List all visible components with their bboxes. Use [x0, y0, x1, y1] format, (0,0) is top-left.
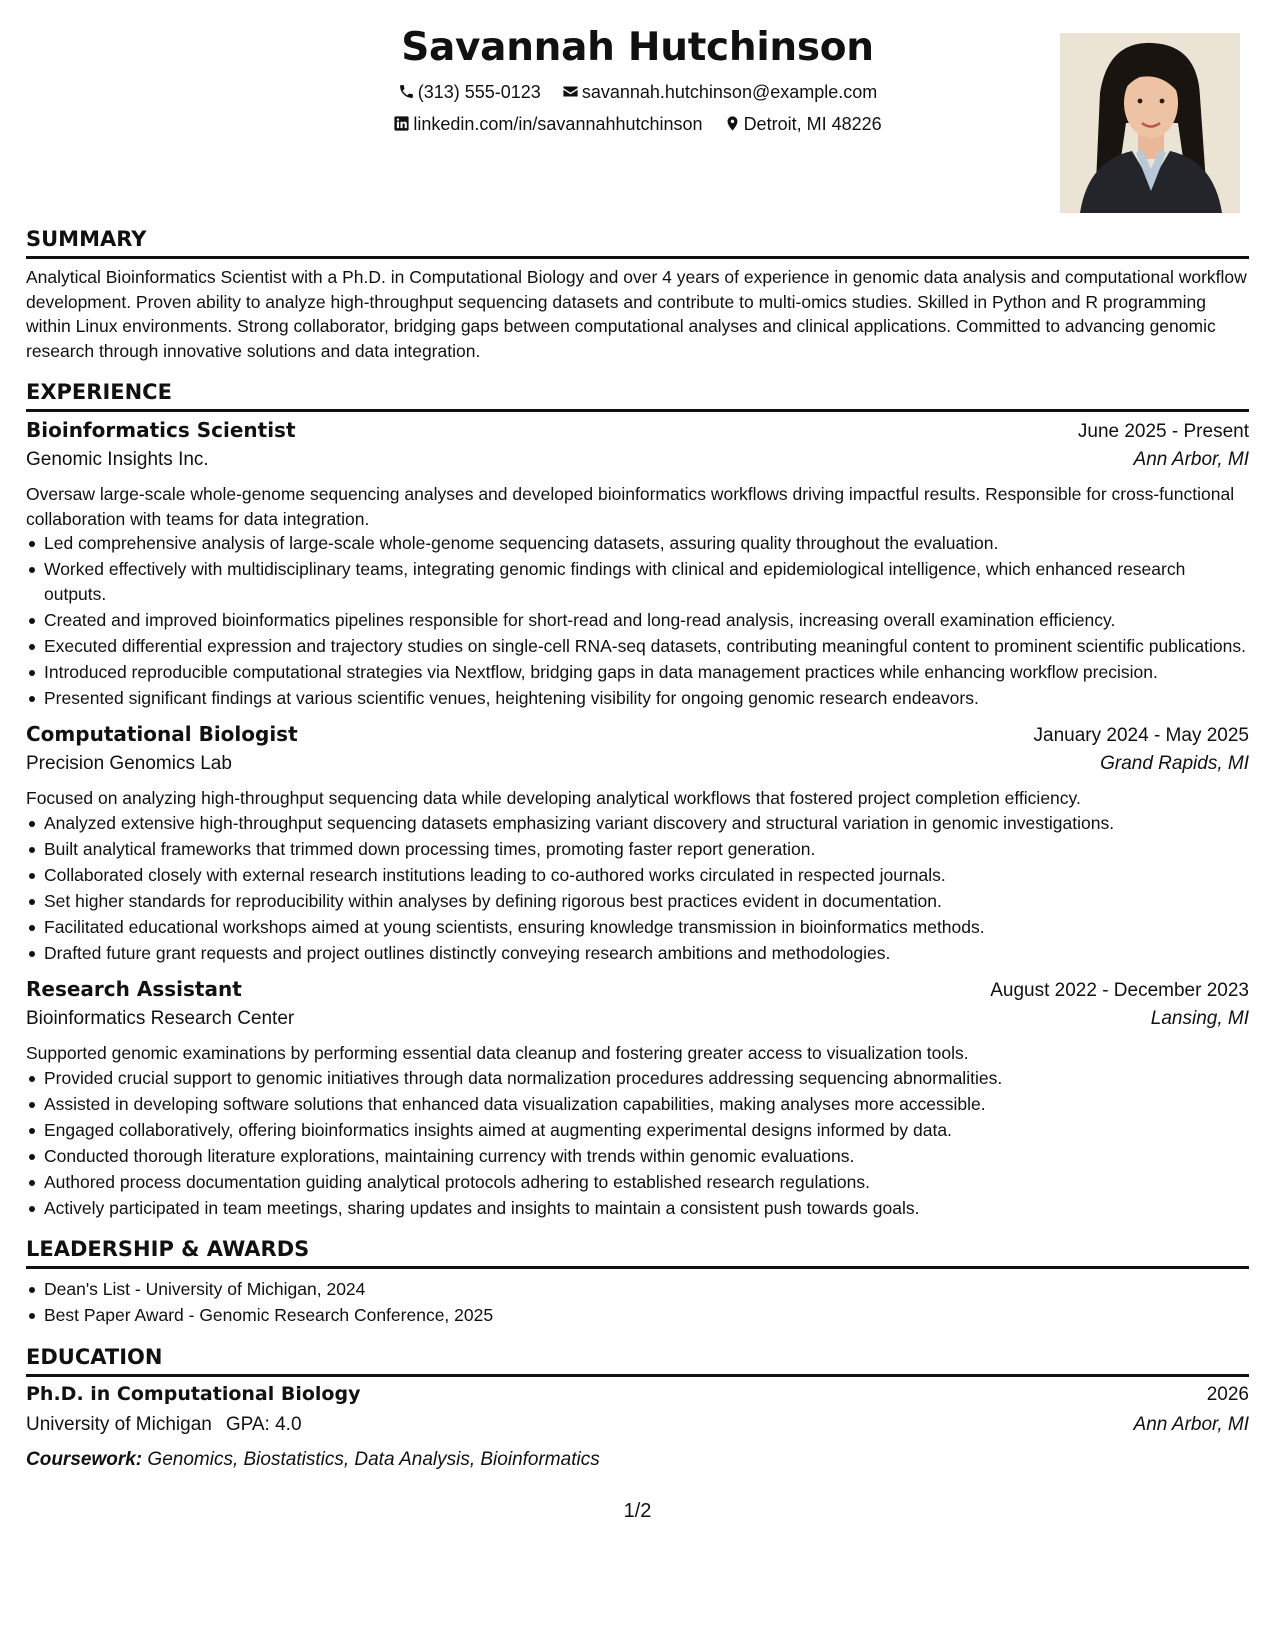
profile-photo — [1060, 33, 1240, 213]
school-name: University of Michigan — [26, 1413, 212, 1435]
list-item: Worked effectively with multidisciplinary teams, integrating genomic findings with clinical and epidemiological intelligence, which enhanced research outputs. — [44, 557, 1249, 606]
job-location: Grand Rapids, MI — [1100, 753, 1249, 774]
job-entry — [26, 418, 1249, 710]
list-item: Engaged collaboratively, offering bioinformatics insights aimed at augmenting experimental designs informed by data. — [44, 1118, 1249, 1143]
job-dates: August 2022 - December 2023 — [990, 980, 1249, 1001]
education-heading: EDUCATION — [26, 1342, 1249, 1377]
phone-text: (313) 555-0123 — [417, 82, 541, 102]
phone-icon — [398, 82, 418, 102]
list-item: Analyzed extensive high-throughput sequencing datasets emphasizing variant discovery and structural variation in genomic investigations. — [44, 811, 1249, 836]
linkedin-text: linkedin.com/in/savannahhutchinson — [413, 114, 703, 134]
candidate-name: Savannah Hutchinson — [401, 25, 874, 70]
list-item: Introduced reproducible computational strategies via Nextflow, bridging gaps in data management practices while enhancing workflow precision. — [44, 660, 1249, 685]
job-title: Research Assistant — [26, 977, 242, 1001]
summary-heading: SUMMARY — [26, 224, 1249, 259]
list-item: Collaborated closely with external research institutions leading to co-authored works circulated in respected journals. — [44, 863, 1249, 888]
job-description: Supported genomic examinations by performing essential data cleanup and fostering greater access to visualization tools. — [26, 1043, 969, 1063]
school-location: Ann Arbor, MI — [1133, 1413, 1249, 1435]
page-number: 1/2 — [623, 1500, 652, 1522]
summary-text: Analytical Bioinformatics Scientist with a Ph.D. in Computational Biology and over 4 years of experience in genomic data analysis and computational workflow development. Proven ability to analyze high-throughput sequencing datasets and contribute to multi-omics studies. Skilled in Python and R programming within Linux environments. Strong collaborator, bridging gaps between computational analyses and clinical applications. Committed to advancing genomic research through innovative solutions and data integration. — [26, 267, 1247, 361]
job-location: Lansing, MI — [1150, 1008, 1249, 1029]
job-dates: January 2024 - May 2025 — [1033, 725, 1249, 746]
degree-title: Ph.D. in Computational Biology — [26, 1382, 361, 1405]
resume-header — [26, 0, 1249, 224]
coursework-list: Genomics, Biostatistics, Data Analysis, Bioinformatics — [147, 1448, 600, 1470]
awards-section — [26, 1234, 1249, 1328]
job-location: Ann Arbor, MI — [1133, 449, 1249, 470]
location-text: Detroit, MI 48226 — [743, 114, 882, 134]
email-text: savannah.hutchinson@example.com — [581, 82, 878, 102]
list-item: Set higher standards for reproducibility within analyses by defining rigorous best practices evident in documentation. — [44, 889, 1249, 914]
resume-page — [26, 0, 1249, 1650]
location-contact — [724, 111, 882, 137]
linkedin-contact[interactable] — [393, 111, 702, 137]
summary-section — [26, 224, 1249, 363]
list-item: Authored process documentation guiding analytical protocols adhering to established research regulations. — [44, 1170, 1249, 1195]
list-item: Dean's List - University of Michigan, 2024 — [44, 1277, 1249, 1302]
job-entry — [26, 722, 1249, 965]
list-item: Presented significant findings at various scientific venues, heightening visibility for ongoing genomic research endeavors. — [44, 686, 1249, 711]
job-entry — [26, 977, 1249, 1220]
list-item: Provided crucial support to genomic initiatives through data normalization procedures addressing sequencing abnormalities. — [44, 1066, 1249, 1091]
list-item: Conducted thorough literature explorations, maintaining currency with trends within genomic evaluations. — [44, 1144, 1249, 1169]
list-item: Led comprehensive analysis of large-scale whole-genome sequencing datasets, assuring quality throughout the evaluation. — [44, 531, 1249, 556]
awards-list — [26, 1277, 1249, 1328]
phone-contact[interactable] — [398, 79, 541, 105]
list-item: Drafted future grant requests and project outlines distinctly conveying research ambitions and methodologies. — [44, 941, 1249, 966]
coursework-line — [26, 1445, 1249, 1475]
gpa-value: GPA: 4.0 — [225, 1413, 302, 1435]
graduation-year: 2026 — [1206, 1383, 1249, 1405]
linkedin-icon — [393, 114, 413, 134]
list-item: Created and improved bioinformatics pipelines responsible for short-read and long-read analysis, increasing overall examination efficiency. — [44, 608, 1249, 633]
list-item: Best Paper Award - Genomic Research Conference, 2025 — [44, 1303, 1249, 1328]
job-dates: June 2025 - Present — [1077, 421, 1249, 442]
job-company: Bioinformatics Research Center — [26, 1008, 295, 1029]
list-item: Actively participated in team meetings, sharing updates and insights to maintain a consistent push towards goals. — [44, 1196, 1249, 1221]
job-title: Computational Biologist — [26, 722, 298, 746]
list-item: Executed differential expression and trajectory studies on single-cell RNA-seq datasets, contributing meaningful content to prominent scientific publications. — [44, 634, 1249, 659]
education-section — [26, 1342, 1249, 1475]
job-description: Focused on analyzing high-throughput sequencing data while developing analytical workflows that fostered project completion efficiency. — [26, 788, 1081, 808]
awards-heading: LEADERSHIP & AWARDS — [26, 1234, 1249, 1269]
list-item: Facilitated educational workshops aimed at young scientists, ensuring knowledge transmission in bioinformatics methods. — [44, 915, 1249, 940]
coursework-label: Coursework: — [26, 1448, 143, 1470]
job-bullets — [26, 1066, 1249, 1221]
education-entry — [26, 1383, 1249, 1475]
job-title: Bioinformatics Scientist — [26, 418, 296, 442]
job-bullets — [26, 811, 1249, 966]
envelope-icon — [562, 82, 582, 102]
job-bullets — [26, 531, 1249, 710]
job-company: Precision Genomics Lab — [26, 753, 232, 774]
map-pin-icon — [724, 114, 744, 134]
list-item: Assisted in developing software solutions that enhanced data visualization capabilities, making analyses more accessible. — [44, 1092, 1249, 1117]
list-item: Built analytical frameworks that trimmed down processing times, promoting faster report generation. — [44, 837, 1249, 862]
email-contact[interactable] — [562, 79, 877, 105]
experience-section — [26, 377, 1249, 1220]
job-description: Oversaw large-scale whole-genome sequencing analyses and developed bioinformatics workflows driving impactful results. Responsible for cross-functional collaboration with teams for data integration. — [26, 484, 1235, 529]
job-company: Genomic Insights Inc. — [26, 449, 209, 470]
experience-heading: EXPERIENCE — [26, 377, 1249, 412]
